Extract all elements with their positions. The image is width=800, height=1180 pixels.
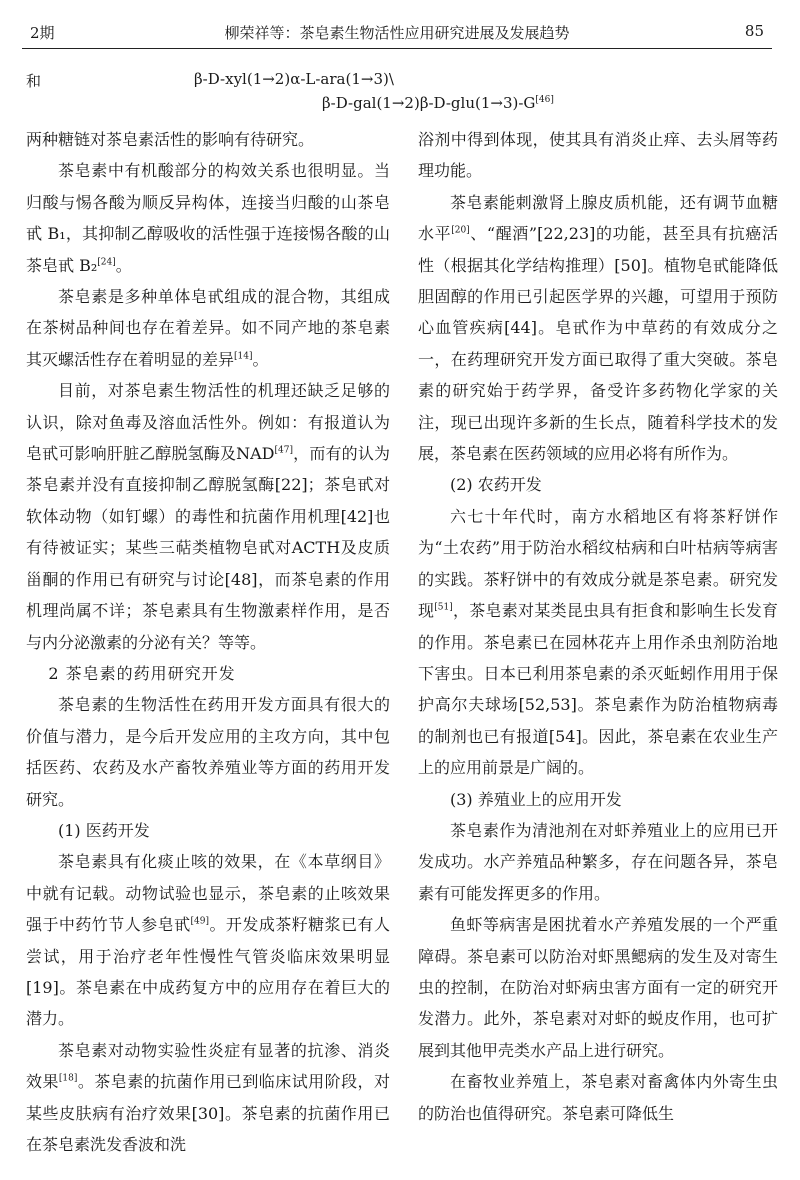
- formula-line-1: β-D-xyl(1→2)α-L-ara(1→3)\: [194, 70, 394, 88]
- paragraph-text: 鱼虾等病害是困扰着水产养殖发展的一个严重障碍。茶皂素可以防治对虾黑鳃病的发生及对寄生虫的控制，在防治对虾病虫害方面有一定的研究开发潜力。此外，茶皂素对对虾的蜕皮作用，也可扩展到其他甲壳类水产品上进行研究。: [418, 915, 778, 1060]
- running-header: [22, 18, 772, 49]
- paragraph-text: 茶皂素的生物活性在药用开发方面具有很大的价值与潜力，是今后开发应用的主攻方向，其中包括医药、农药及水产畜牧养殖业等方面的药用开发研究。: [26, 695, 390, 809]
- paragraph-text: 在畜牧业养殖上，茶皂素对畜禽体内外寄生虫的防治也值得研究。茶皂素可降低生: [418, 1072, 778, 1123]
- paragraph-text: 六七十年代时，南方水稻地区有将茶籽饼作为“土农药”用于防治水稻纹枯病和白叶枯病等病害的实践。茶籽饼中的有效成分就是茶皂素。研究发现: [418, 506, 778, 621]
- paragraph-text: 两种糖链对茶皂素活性的影响有待研究。: [26, 130, 315, 149]
- paragraph-text: 浴剂中得到体现，使其具有消炎止痒、去头屑等药理功能。: [418, 130, 778, 181]
- citation: [20]: [451, 225, 470, 236]
- paragraph: [418, 909, 778, 1066]
- paragraph-text-tail: 。: [252, 349, 269, 369]
- citation: [14]: [234, 351, 253, 362]
- paragraph-text: 目前，对茶皂素生物活性的机理还缺乏足够的认识，除对鱼毒及溶血活性外。例如：有报道认为皂甙可影响肝脏乙醇脱氢酶及NAD: [26, 381, 390, 464]
- paragraph-text-tail: 。茶皂素的抗菌作用已到临床试用阶段，对某些皮肤病有治疗效果[30]。茶皂素的抗菌作用已在茶皂素洗发香波和洗: [26, 1072, 390, 1154]
- paragraph: [26, 846, 390, 1034]
- paragraph: [418, 815, 778, 909]
- paragraph-text: 茶皂素作为清池剂在对虾养殖业上的应用已开发成功。水产养殖品种繁多，存在问题各异，茶皂素有可能发挥更多的作用。: [418, 820, 778, 903]
- formula-line-2-text: β-D-gal(1→2)β-D-glu(1→3)-G: [322, 94, 536, 112]
- running-title: 柳荣祥等：茶皂素生物活性应用研究进展及发展趋势: [224, 24, 570, 42]
- paragraph-text: 2 茶皂素的药用研究开发: [48, 663, 236, 683]
- citation: [18]: [58, 1073, 78, 1084]
- citation: [24]: [97, 257, 116, 268]
- paragraph-text-tail: 。开发成茶籽糖浆已有人尝试，用于治疗老年性慢性气管炎临床效果明显[19]。茶皂素在中成药复方中的应用存在着巨大的潜力。: [26, 915, 390, 1029]
- paragraph-text: 茶皂素具有化痰止咳的效果，在《本草纲目》中就有记载。动物试验也显示，茶皂素的止咳效果强于中药竹节人参皂甙: [26, 852, 390, 935]
- page-number: 85: [744, 22, 764, 40]
- paragraph: [26, 281, 390, 375]
- issue-label: 2期: [30, 24, 55, 42]
- paragraph: [26, 155, 390, 281]
- paragraph: [418, 187, 778, 470]
- subsection-heading: [26, 815, 390, 846]
- paragraph: [26, 1035, 390, 1161]
- citation: [51]: [434, 602, 453, 613]
- paragraph-text: 茶皂素能刺激肾上腺皮质机能，还有调节血糖水平: [418, 192, 778, 244]
- subsection-heading: [418, 469, 778, 500]
- formula-and: 和: [26, 72, 42, 90]
- paragraph-text-tail: ，而有的认为茶皂素并没有直接抑制乙醇脱氢酶[22]；茶皂甙对软体动物（如钉螺）的毒性和抗菌作用机理[42]也有待被证实；某些三萜类植物皂甙对ACTH及皮质甾酮的作用已有研究与讨论[48]，而茶皂素的作用机理尚属不详；茶皂素具有生物激素样作用，是否与内分泌激素的分泌有关？等等。: [26, 444, 390, 652]
- paragraph-text-tail: 。: [115, 255, 132, 275]
- left-column: [26, 124, 390, 1164]
- paragraph-text: 茶皂素中有机酸部分的构效关系也很明显。当归酸与惕各酸为顺反异构体，连接当归酸的山茶皂甙 B₁，其抑制乙醇吸收的活性强于连接惕各酸的山茶皂甙 B₂: [26, 161, 390, 275]
- right-column: [418, 124, 778, 1164]
- paragraph: [418, 501, 778, 784]
- paragraph-text: 茶皂素对动物实验性炎症有显著的抗渗、消炎效果: [26, 1040, 390, 1092]
- subsection-heading: [418, 784, 778, 815]
- paragraph: [26, 375, 390, 658]
- paragraph-text-tail: ，茶皂素对某类昆虫具有拒食和影响生长发育的作用。茶皂素已在园林花卉上用作杀虫剂防治地下害虫。日本已利用茶皂素的杀灭蚯蚓作用用于保护高尔夫球场[52,53]。茶皂素作为防治植物病毒的制剂也已有报道[54]。因此，茶皂素在农业生产上的应用前景是广阔的。: [418, 601, 778, 778]
- paragraph-text-tail: 、“醒酒”[22,23]的功能，甚至具有抗癌活性（根据其化学结构推理）[50]。植物皂甙能降低胆固醇的作用已引起医学界的兴趣，可望用于预防心血管疾病[44]。皂甙作为中草药的有效成分之一，在药理研究开发方面已取得了重大突破。茶皂素的研究始于药学界，备受许多药物化学家的关注，现已出现许多新的生长点，随着科学技术的发展，茶皂素在医药领域的应用必将有所作为。: [418, 224, 778, 464]
- paragraph: [26, 124, 390, 155]
- citation: [47]: [274, 445, 293, 456]
- paragraph: [26, 689, 390, 815]
- paragraph-text: (1) 医药开发: [58, 820, 150, 840]
- citation: [49]: [190, 916, 210, 927]
- paragraph: [418, 1066, 778, 1129]
- citation: [46]: [535, 95, 554, 105]
- paragraph-text: 茶皂素是多种单体皂甙组成的混合物，其组成在茶树品种间也存在着差异。如不同产地的茶皂素其灭螺活性存在着明显的差异: [26, 287, 390, 369]
- paragraph-text: (2) 农药开发: [450, 475, 542, 495]
- paragraph-text: (3) 养殖业上的应用开发: [450, 789, 622, 809]
- formula-line-2: [322, 94, 554, 112]
- paragraph: [418, 124, 778, 187]
- sugar-chain-formula: [22, 68, 772, 120]
- section-heading: [26, 658, 390, 689]
